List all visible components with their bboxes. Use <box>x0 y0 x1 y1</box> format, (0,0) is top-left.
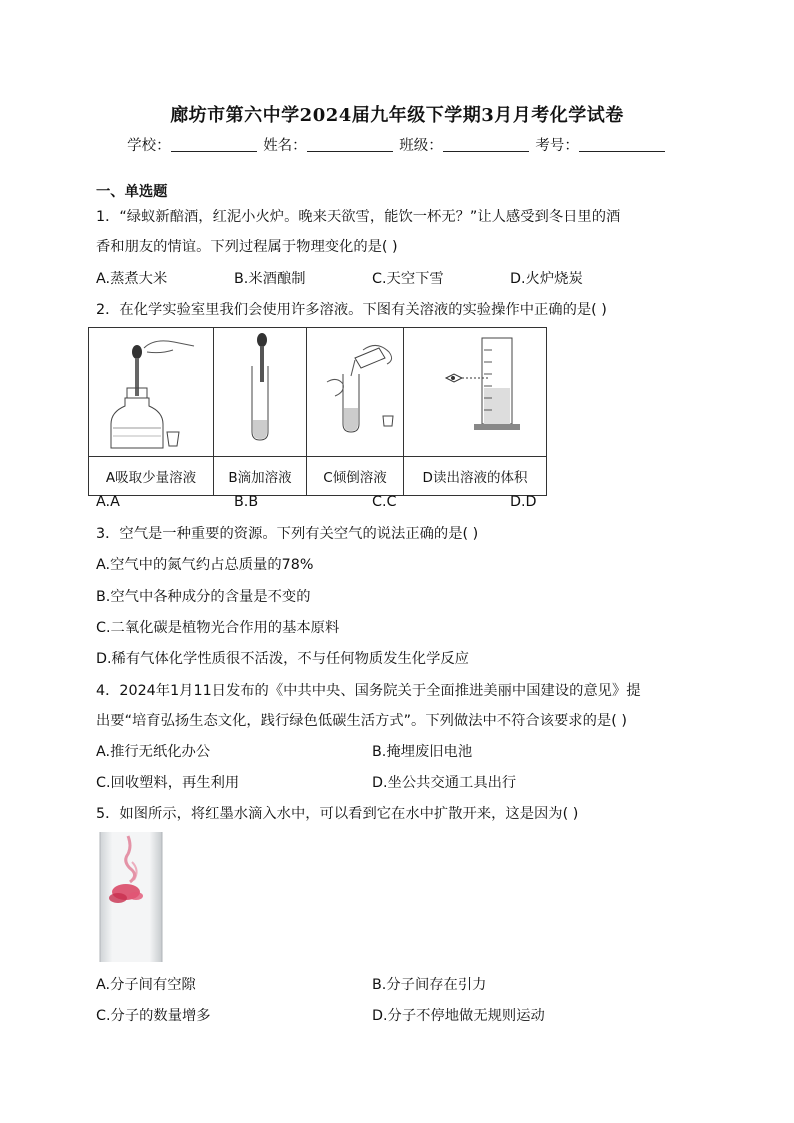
caption-b: B滴加溶液 <box>214 457 307 496</box>
exam-title: 廊坊市第六中学2024届九年级下学期3月月考化学试卷 <box>170 105 624 126</box>
q1-option-c[interactable]: C.天空下雪 <box>372 271 444 287</box>
image-pouring-solution <box>307 328 404 457</box>
q4-option-c[interactable]: C.回收塑料，再生利用 <box>96 775 240 791</box>
school-label: 学校： <box>127 138 171 154</box>
pouring-icon <box>307 328 403 452</box>
beaker-ink-icon <box>98 832 164 962</box>
caption-a: A吸取少量溶液 <box>89 457 214 496</box>
q2-option-a[interactable]: A.A <box>96 494 120 510</box>
dropper-bottle-icon <box>89 328 213 452</box>
q5-stem: 5．如图所示，将红墨水滴入水中，可以看到它在水中扩散开来，这是因为( ) <box>96 806 579 822</box>
class-label: 班级： <box>399 138 443 154</box>
number-blank[interactable] <box>579 137 665 152</box>
q5-option-d[interactable]: D.分子不停地做无规则运动 <box>372 1008 545 1024</box>
q3-option-d[interactable]: D.稀有气体化学性质很不活泼，不与任何物质发生化学反应 <box>96 651 469 667</box>
q3-stem: 3．空气是一种重要的资源。下列有关空气的说法正确的是( ) <box>96 526 479 542</box>
q3-option-b[interactable]: B.空气中各种成分的含量是不变的 <box>96 589 311 605</box>
q4-option-d[interactable]: D.坐公共交通工具出行 <box>372 775 517 791</box>
q4-stem-line1: 4．2024年1月11日发布的《中共中央、国务院关于全面推进美丽中国建设的意见》提 <box>96 683 641 699</box>
q1-stem-line2: 香和朋友的情谊。下列过程属于物理变化的是( ) <box>96 239 398 255</box>
number-label: 考号： <box>535 138 579 154</box>
caption-d: D读出溶液的体积 <box>404 457 547 496</box>
q1-stem-line1: 1．“绿蚁新醅酒，红泥小火炉。晚来天欲雪，能饮一杯无？”让人感受到冬日里的酒 <box>96 209 621 225</box>
name-label: 姓名： <box>263 138 307 154</box>
q2-option-d[interactable]: D.D <box>510 494 537 510</box>
section-heading: 一、单选题 <box>96 184 168 200</box>
dropper-test-tube-icon <box>214 328 306 452</box>
q4-stem-line2: 出要“培育弘扬生态文化，践行绿色低碳生活方式”。下列做法中不符合该要求的是( ) <box>96 713 627 729</box>
caption-c: C倾倒溶液 <box>307 457 404 496</box>
school-blank[interactable] <box>171 137 257 152</box>
q2-option-c[interactable]: C.C <box>372 494 397 510</box>
image-dropper-bottle <box>89 328 214 457</box>
image-dropping-solution <box>214 328 307 457</box>
ink-diffusion-image <box>98 832 164 962</box>
q2-option-b[interactable]: B.B <box>234 494 259 510</box>
graduated-cylinder-icon <box>404 328 546 452</box>
q1-option-a[interactable]: A.蒸煮大米 <box>96 271 168 287</box>
student-info-line <box>0 134 794 155</box>
q5-option-a[interactable]: A.分子间有空隙 <box>96 977 196 993</box>
q3-option-a[interactable]: A.空气中的氮气约占总质量的78% <box>96 557 314 573</box>
q2-stem: 2．在化学实验室里我们会使用许多溶液。下图有关溶液的实验操作中正确的是( ) <box>96 302 607 318</box>
name-blank[interactable] <box>307 137 393 152</box>
q4-option-a[interactable]: A.推行无纸化办公 <box>96 744 211 760</box>
q3-option-c[interactable]: C.二氧化碳是植物光合作用的基本原料 <box>96 620 340 636</box>
image-reading-cylinder <box>404 328 547 457</box>
q4-option-b[interactable]: B.掩埋废旧电池 <box>372 744 473 760</box>
q2-experiment-table <box>88 327 547 496</box>
q1-option-d[interactable]: D.火炉烧炭 <box>510 271 583 287</box>
q5-option-c[interactable]: C.分子的数量增多 <box>96 1008 211 1024</box>
q5-option-b[interactable]: B.分子间存在引力 <box>372 977 487 993</box>
class-blank[interactable] <box>443 137 529 152</box>
q1-option-b[interactable]: B.米酒酿制 <box>234 271 306 287</box>
